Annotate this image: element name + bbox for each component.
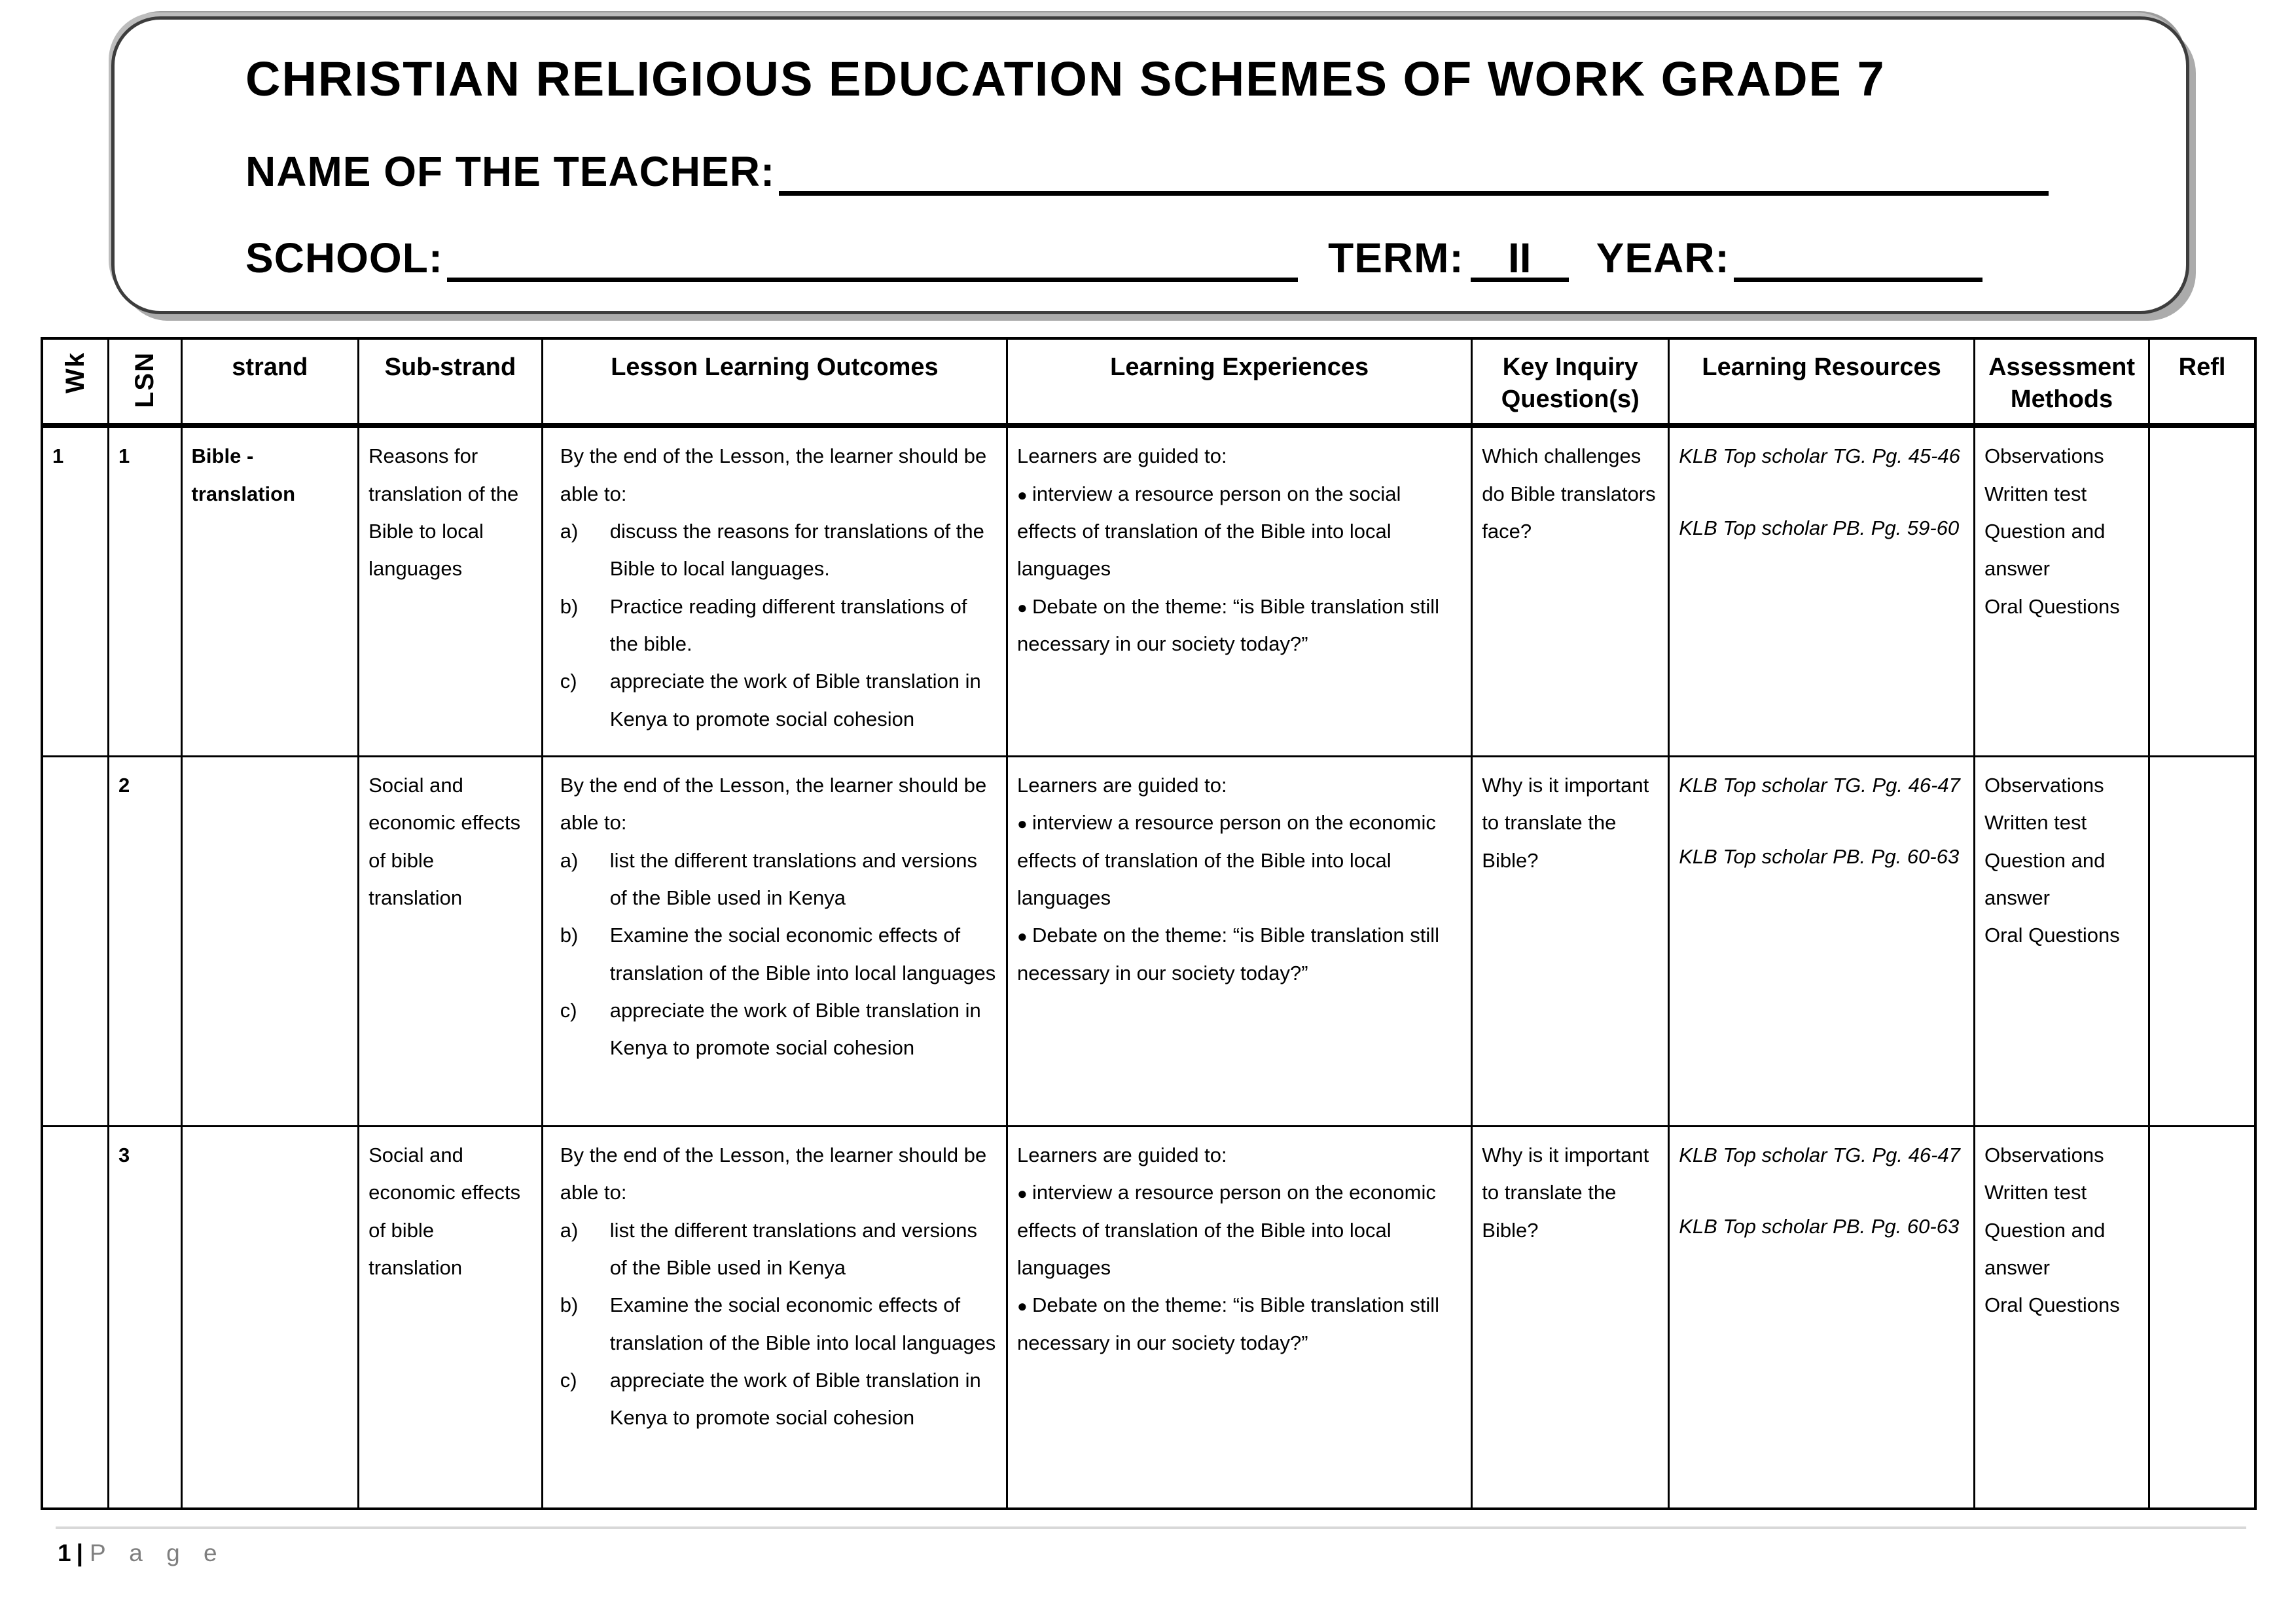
header-outcomes: Lesson Learning Outcomes [542, 338, 1007, 425]
wk-cell [42, 1126, 108, 1509]
experiences-cell [1007, 425, 1472, 756]
assessment-line: Observations [1984, 1143, 2104, 1166]
outcome-text: list the different translations and versions of the Bible used in Kenya [609, 848, 977, 909]
outcome-letter: a) [560, 848, 579, 872]
table-row [42, 1126, 2255, 1509]
sub-strand-cell: Reasons for translation of the Bible to local languages [359, 425, 543, 756]
refl-cell [2149, 756, 2255, 1126]
table-row [42, 425, 2255, 756]
outcome-item [552, 1286, 997, 1362]
outcome-letter: b) [560, 924, 579, 947]
assessment-line: Written test [1984, 811, 2087, 835]
sub-strand-cell: Social and economic effects of bible translation [359, 1126, 543, 1509]
outcome-letter: c) [560, 670, 577, 693]
key-inquiry-cell: Why is it important to translate the Bible? [1472, 756, 1669, 1126]
experiences-intro: Learners are guided to: [1017, 773, 1227, 797]
school-label: SCHOOL: [245, 234, 444, 281]
resources-cell [1669, 425, 1975, 756]
term-label: TERM: [1328, 234, 1464, 281]
outcomes-intro: By the end of the Lesson, the learner should be able to: [560, 444, 987, 505]
assessment-line: Observations [1984, 444, 2104, 468]
outcomes-cell [542, 756, 1007, 1126]
header-assessment: Assessment Methods [1974, 338, 2149, 425]
outcome-item [552, 513, 997, 588]
outcome-text: Examine the social economic effects of translation of the Bible into local languages [609, 1293, 996, 1354]
assessment-line: Oral Questions [1984, 594, 2120, 618]
outcome-item [552, 588, 997, 663]
experiences-cell [1007, 1126, 1472, 1509]
experience-bullet: ● interview a resource person on the economic effects of translation of the Bible into local languages [1017, 1174, 1462, 1286]
resources-cell [1669, 1126, 1975, 1509]
experience-bullet: ● Debate on the theme: “is Bible translation still necessary in our society today?” [1017, 1286, 1462, 1362]
header-lsn: LSN [108, 338, 181, 425]
sub-strand-cell: Social and economic effects of bible translation [359, 756, 543, 1126]
resource-line: KLB Top scholar PB. Pg. 60-63 [1679, 1215, 1960, 1238]
outcome-item [552, 1212, 997, 1287]
experience-bullet: ● interview a resource person on the economic effects of translation of the Bible into local languages [1017, 804, 1462, 916]
table-header-row [42, 338, 2255, 425]
outcome-text: discuss the reasons for translations of the Bible to local languages. [609, 520, 984, 581]
wk-cell: 1 [42, 425, 108, 756]
lsn-cell: 1 [108, 425, 181, 756]
outcome-item [552, 662, 997, 738]
outcome-letter: c) [560, 1368, 577, 1392]
title-box [111, 16, 2189, 314]
outcomes-intro: By the end of the Lesson, the learner should be able to: [560, 773, 987, 835]
header-experiences: Learning Experiences [1007, 338, 1472, 425]
experience-bullet: ● Debate on the theme: “is Bible translation still necessary in our society today?” [1017, 588, 1462, 663]
outcome-text: Practice reading different translations of the bible. [609, 594, 967, 656]
resource-line: KLB Top scholar PB. Pg. 60-63 [1679, 845, 1960, 869]
strand-cell [181, 1126, 359, 1509]
footer-divider [56, 1526, 2246, 1529]
refl-cell [2149, 1126, 2255, 1509]
key-inquiry-cell: Why is it important to translate the Bible? [1472, 1126, 1669, 1509]
outcome-item [552, 992, 997, 1067]
experience-bullet: ● interview a resource person on the social effects of translation of the Bible into local languages [1017, 475, 1462, 588]
outcome-text: Examine the social economic effects of translation of the Bible into local languages [609, 924, 996, 984]
key-inquiry-cell: Which challenges do Bible translators face? [1472, 425, 1669, 756]
outcome-letter: a) [560, 520, 579, 543]
header-refl: Refl [2149, 338, 2255, 425]
resource-line: KLB Top scholar TG. Pg. 45-46 [1679, 444, 1960, 468]
outcomes-intro: By the end of the Lesson, the learner should be able to: [560, 1143, 987, 1204]
experiences-intro: Learners are guided to: [1017, 444, 1227, 468]
experience-bullet: ● Debate on the theme: “is Bible translation still necessary in our society today?” [1017, 916, 1462, 992]
header-key-inquiry: Key Inquiry Question(s) [1472, 338, 1669, 425]
year-blank-line [1734, 234, 1982, 282]
assessment-line: Question and answer [1984, 1218, 2106, 1279]
assessment-line: Question and answer [1984, 848, 2106, 909]
teacher-blank-line [779, 147, 2049, 196]
experiences-cell [1007, 756, 1472, 1126]
outcome-item [552, 842, 997, 917]
assessment-cell [1974, 1126, 2149, 1509]
outcome-letter: b) [560, 1293, 579, 1317]
experiences-intro: Learners are guided to: [1017, 1143, 1227, 1166]
resource-line: KLB Top scholar TG. Pg. 46-47 [1679, 1143, 1960, 1166]
scheme-of-work-table [41, 337, 2257, 1510]
outcome-text: list the different translations and versions of the Bible used in Kenya [609, 1218, 977, 1279]
page-number: 1 [58, 1540, 71, 1566]
outcomes-cell [542, 425, 1007, 756]
outcome-letter: b) [560, 594, 579, 618]
year-label: YEAR: [1596, 234, 1730, 281]
lsn-cell: 2 [108, 756, 181, 1126]
header-strand: strand [181, 338, 359, 425]
assessment-cell [1974, 756, 2149, 1126]
term-value: II [1471, 234, 1569, 282]
assessment-line: Oral Questions [1984, 924, 2120, 947]
assessment-line: Observations [1984, 773, 2104, 797]
teacher-label: NAME OF THE TEACHER: [245, 148, 776, 195]
resources-cell [1669, 756, 1975, 1126]
outcome-item [552, 916, 997, 992]
lsn-cell: 3 [108, 1126, 181, 1509]
outcome-text: appreciate the work of Bible translation in Kenya to promote social cohesion [609, 1368, 981, 1430]
outcome-item [552, 1362, 997, 1437]
outcomes-cell [542, 1126, 1007, 1509]
header-resources: Learning Resources [1669, 338, 1975, 425]
outcome-letter: c) [560, 998, 577, 1022]
assessment-line: Written test [1984, 1181, 2087, 1204]
outcome-text: appreciate the work of Bible translation in Kenya to promote social cohesion [609, 998, 981, 1060]
school-blank-line [447, 234, 1298, 282]
strand-cell: Bible - translation [181, 425, 359, 756]
header-sub-strand: Sub-strand [359, 338, 543, 425]
resource-line: KLB Top scholar PB. Pg. 59-60 [1679, 516, 1960, 539]
strand-cell [181, 756, 359, 1126]
page-footer [58, 1540, 226, 1567]
resource-line: KLB Top scholar TG. Pg. 46-47 [1679, 773, 1960, 797]
assessment-cell [1974, 425, 2149, 756]
outcome-letter: a) [560, 1218, 579, 1242]
page-title: CHRISTIAN RELIGIOUS EDUCATION SCHEMES OF WORK GRADE 7 [245, 52, 1886, 106]
wk-cell [42, 756, 108, 1126]
assessment-line: Question and answer [1984, 520, 2106, 581]
table-row [42, 756, 2255, 1126]
assessment-line: Written test [1984, 482, 2087, 505]
outcome-text: appreciate the work of Bible translation in Kenya to promote social cohesion [609, 670, 981, 731]
assessment-line: Oral Questions [1984, 1293, 2120, 1317]
page-label: P a g e [89, 1540, 226, 1566]
header-wk: Wk [42, 338, 108, 425]
footer-separator: | [76, 1540, 83, 1566]
refl-cell [2149, 425, 2255, 756]
